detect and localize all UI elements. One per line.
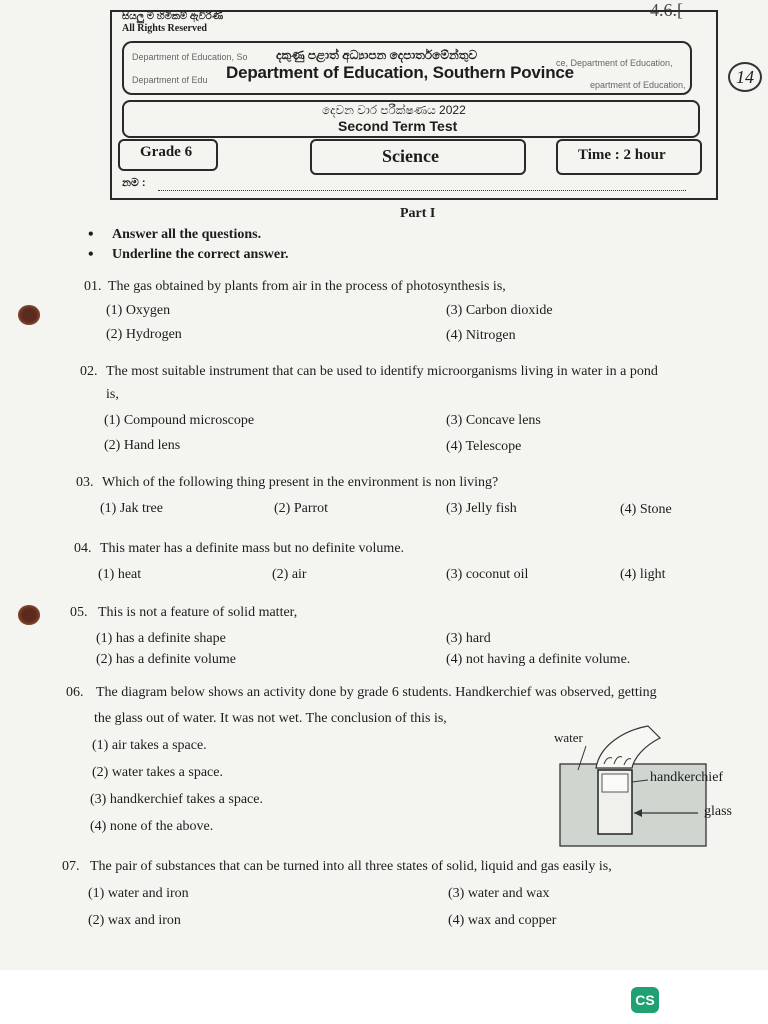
term-title: Second Term Test bbox=[338, 118, 458, 134]
handkerchief-shape bbox=[602, 774, 628, 792]
question-2-option-1[interactable]: (1) Compound microscope bbox=[104, 413, 255, 428]
question-3-number: 03. bbox=[76, 475, 94, 490]
question-5-option-2[interactable]: (2) has a definite volume bbox=[96, 652, 236, 667]
question-6-option-3[interactable]: (3) handkerchief takes a space. bbox=[90, 792, 263, 807]
time-label: Time : 2 hour bbox=[578, 147, 666, 163]
question-1-number: 01. bbox=[84, 279, 102, 294]
question-7-option-2[interactable]: (2) wax and iron bbox=[88, 913, 181, 928]
question-3-option-2[interactable]: (2) Parrot bbox=[274, 501, 329, 516]
question-6-option-4[interactable]: (4) none of the above. bbox=[90, 819, 214, 834]
question-5-text: This is not a feature of solid matter, bbox=[98, 605, 298, 620]
question-1-text: The gas obtained by plants from air in the process of photosynthesis is, bbox=[108, 279, 506, 294]
camscanner-logo: CS bbox=[631, 987, 659, 1013]
question-1-option-4[interactable]: (4) Nitrogen bbox=[446, 328, 516, 343]
question-6-option-1[interactable]: (1) air takes a space. bbox=[92, 738, 207, 753]
corner-mark: 4.6.[ bbox=[650, 0, 683, 20]
name-label: නම : bbox=[122, 177, 146, 189]
department-title: Department of Education, Southern Povince bbox=[226, 63, 574, 82]
question-2-text-cont: is, bbox=[106, 387, 119, 402]
question-4-text: This mater has a definite mass but no definite volume. bbox=[100, 541, 405, 556]
question-1-option-1[interactable]: (1) Oxygen bbox=[106, 303, 171, 318]
rights-sinhala: සියලු ම හිමිකම් ඇවිරිණි bbox=[122, 11, 224, 22]
grade-label: Grade 6 bbox=[140, 144, 193, 160]
question-1-option-3[interactable]: (3) Carbon dioxide bbox=[446, 303, 553, 318]
punch-hole-bottom bbox=[18, 605, 40, 625]
question-6-text-cont: the glass out of water. It was not wet. The conclusion of this is, bbox=[94, 711, 447, 726]
part-title: Part I bbox=[400, 206, 436, 221]
question-5-option-1[interactable]: (1) has a definite shape bbox=[96, 631, 226, 646]
question-7-text: The pair of substances that can be turned into all three states of solid, liquid and gas easily is, bbox=[90, 859, 612, 874]
rights-reserved: All Rights Reserved bbox=[122, 23, 207, 34]
instruction-1: • Answer all the questions. bbox=[112, 227, 261, 243]
question-2-option-3[interactable]: (3) Concave lens bbox=[446, 413, 541, 428]
instruction-2: • Underline the correct answer. bbox=[112, 247, 289, 263]
hand-shape bbox=[596, 726, 660, 768]
question-6-number: 06. bbox=[66, 685, 84, 700]
term-sinhala: දෙවන වාර පරීක්ෂණය 2022 bbox=[322, 103, 466, 117]
diagram-label-handkerchief: handkerchief bbox=[650, 770, 724, 785]
question-2-text: The most suitable instrument that can be used to identify microorganisms living in water in a pond bbox=[106, 364, 658, 379]
question-6-option-2[interactable]: (2) water takes a space. bbox=[92, 765, 223, 780]
question-3-text: Which of the following thing present in the environment is non living? bbox=[102, 475, 499, 490]
question-7-number: 07. bbox=[62, 859, 80, 874]
question-4-option-1[interactable]: (1) heat bbox=[98, 567, 142, 582]
diagram-label-glass: glass bbox=[704, 804, 732, 819]
question-4-option-2[interactable]: (2) air bbox=[272, 567, 307, 582]
question-4-number: 04. bbox=[74, 541, 92, 556]
watermark-4: epartment of Education, bbox=[590, 80, 686, 90]
question-3-option-3[interactable]: (3) Jelly fish bbox=[446, 501, 517, 516]
question-3-option-4[interactable]: (4) Stone bbox=[620, 502, 672, 517]
question-3-option-1[interactable]: (1) Jak tree bbox=[100, 501, 163, 516]
name-line bbox=[158, 190, 686, 191]
question-1-option-2[interactable]: (2) Hydrogen bbox=[106, 327, 182, 342]
question-7-option-1[interactable]: (1) water and iron bbox=[88, 886, 189, 901]
watermark-2: ce, Department of Education, bbox=[556, 58, 673, 68]
question-5-option-4[interactable]: (4) not having a definite volume. bbox=[446, 652, 631, 667]
question-7-option-4[interactable]: (4) wax and copper bbox=[448, 913, 557, 928]
question-2-option-2[interactable]: (2) Hand lens bbox=[104, 438, 181, 453]
circled-number: 14 bbox=[728, 62, 762, 92]
department-sinhala: දකුණු පළාත් අධ්‍යාපන දෙපාර්තමේන්තුව bbox=[276, 48, 478, 62]
diagram-label-water: water bbox=[554, 730, 583, 745]
watermark-3: Department of Edu bbox=[132, 75, 208, 85]
question-7-option-3[interactable]: (3) water and wax bbox=[448, 886, 550, 901]
question-2-option-4[interactable]: (4) Telescope bbox=[446, 439, 522, 454]
question-6-text: The diagram below shows an activity done by grade 6 students. Handkerchief was observed, getting bbox=[96, 685, 657, 700]
watermark-1: Department of Education, So bbox=[132, 52, 248, 62]
question-5-option-3[interactable]: (3) hard bbox=[446, 631, 491, 646]
question-4-option-4[interactable]: (4) light bbox=[620, 567, 666, 582]
subject-label: Science bbox=[382, 146, 439, 166]
punch-hole-top bbox=[18, 305, 40, 325]
question-2-number: 02. bbox=[80, 364, 98, 379]
question-4-option-3[interactable]: (3) coconut oil bbox=[446, 567, 529, 582]
question-5-number: 05. bbox=[70, 605, 88, 620]
